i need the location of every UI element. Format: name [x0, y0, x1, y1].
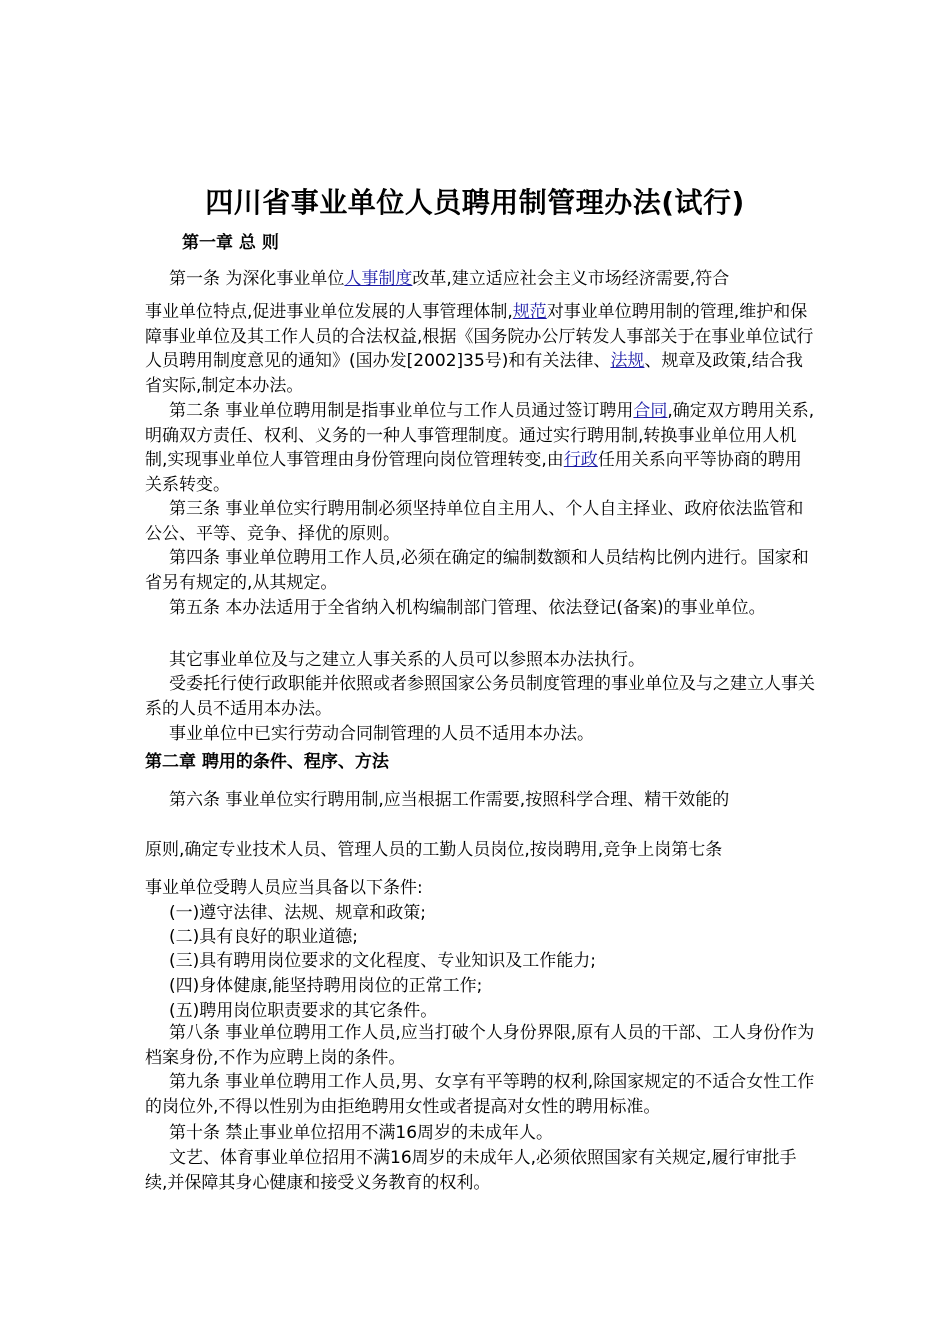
condition-item: (三)具有聘用岗位要求的文化程度、专业知识及工作能力; — [169, 951, 596, 971]
article-1-text: 对事业单位聘用制的管理,维护和保障事业单位及其工作人员的合法权益,根据《国务院办公厅转发人事部关于在事业单位试行人员聘用制度意见的通知》(国办发[2002]35号)和有关法律、 — [145, 302, 814, 371]
article-1-text: 、规章及政策,结合我省实际,制定本办法。 — [145, 351, 803, 396]
link-regulations[interactable]: 法规 — [610, 351, 645, 371]
article-2-text: ,确定双方聘用关系,明确双方责任、权利、义务的一种人事管理制度。通过实行聘用制,转换事业单位用人机制,实现事业单位人事管理由身份管理向岗位管理转变,由 — [145, 401, 815, 470]
article-1-line-1 — [169, 264, 849, 289]
article-9: 第九条 事业单位聘用工作人员,男、女享有平等聘的权利,除国家规定的不适合女性工作的岗位外,不得以性别为由拒绝聘用女性或者提高对女性的聘用标准。 — [145, 1072, 815, 1117]
article-7-intro: 事业单位受聘人员应当具备以下条件: — [145, 878, 423, 898]
condition-item: (一)遵守法律、法规、规章和政策; — [169, 903, 426, 923]
link-personnel-system[interactable]: 人事制度 — [344, 269, 413, 289]
link-standardize[interactable]: 规范 — [512, 302, 547, 322]
condition-item: (二)具有良好的职业道德; — [169, 927, 358, 947]
article-3: 第三条 事业单位实行聘用制必须坚持单位自主用人、个人自主择业、政府依法监管和公公、平等、竞争、择优的原则。 — [145, 499, 804, 544]
article-5-paragraph-3: 受委托行使行政职能并依照或者参照国家公务员制度管理的事业单位及与之建立人事关系的人员不适用本办法。 — [145, 674, 815, 719]
document-title: 四川省事业单位人员聘用制管理办法(试行) — [205, 186, 745, 219]
article-1-body — [145, 300, 815, 398]
article-5-paragraph-2: 其它事业单位及与之建立人事关系的人员可以参照本办法执行。 — [169, 650, 645, 670]
chapter-2-heading: 第二章 聘用的条件、程序、方法 — [145, 752, 389, 772]
article-2-text: 任用关系向平等协商的聘用关系转变。 — [145, 450, 802, 495]
condition-item: (四)身体健康,能坚持聘用岗位的正常工作; — [169, 976, 483, 996]
article-5-paragraph-4: 事业单位中已实行劳动合同制管理的人员不适用本办法。 — [169, 724, 594, 744]
link-contract[interactable]: 合同 — [633, 401, 668, 421]
article-4: 第四条 事业单位聘用工作人员,必须在确定的编制数额和人员结构比例内进行。国家和省另有规定的,从其规定。 — [145, 548, 809, 593]
article-8: 第八条 事业单位聘用工作人员,应当打破个人身份界限,原有人员的干部、工人身份作为档案身份,不作为应聘上岗的条件。 — [145, 1023, 815, 1068]
article-1-text: 第一条 为深化事业单位 — [169, 269, 345, 289]
article-1-text: 事业单位特点,促进事业单位发展的人事管理体制, — [145, 302, 513, 322]
article-10: 第十条 禁止事业单位招用不满16周岁的未成年人。 — [169, 1123, 554, 1143]
article-2-text: 第二条 事业单位聘用制是指事业单位与工作人员通过签订聘用 — [169, 401, 634, 421]
article-6-line-1: 第六条 事业单位实行聘用制,应当根据工作需要,按照科学合理、精干效能的 — [169, 790, 730, 810]
chapter-1-heading: 第一章 总 则 — [182, 233, 279, 253]
article-6-line-2: 原则,确定专业技术人员、管理人员的工勤人员岗位,按岗聘用,竞争上岗第七条 — [145, 840, 723, 860]
article-2 — [145, 399, 815, 497]
link-administration[interactable]: 行政 — [563, 450, 598, 470]
condition-item: (五)聘用岗位职责要求的其它条件。 — [169, 1001, 438, 1021]
article-10-paragraph-2: 文艺、体育事业单位招用不满16周岁的未成年人,必须依照国家有关规定,履行审批手续,并保障其身心健康和接受义务教育的权利。 — [145, 1148, 797, 1193]
article-1-text: 改革,建立适应社会主义市场经济需要,符合 — [412, 269, 730, 289]
article-5: 第五条 本办法适用于全省纳入机构编制部门管理、依法登记(备案)的事业单位。 — [169, 598, 766, 618]
